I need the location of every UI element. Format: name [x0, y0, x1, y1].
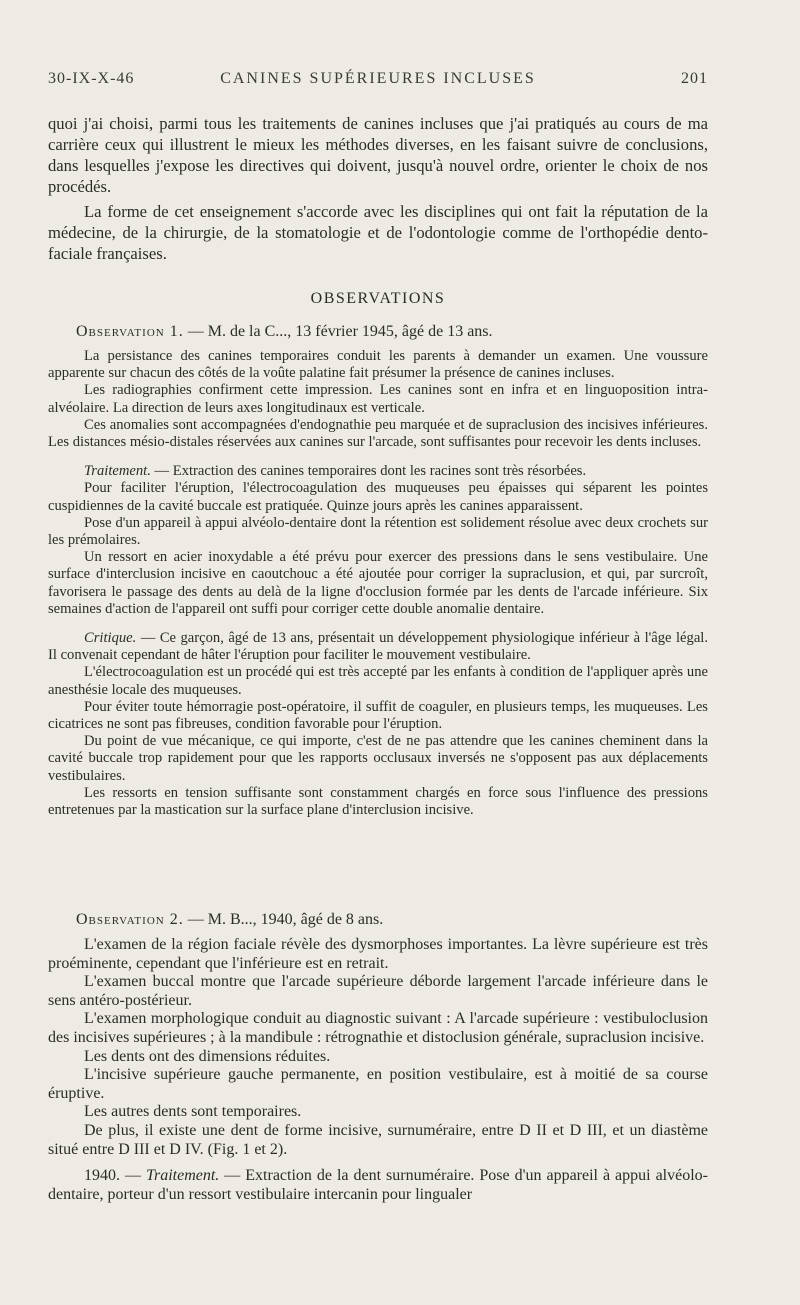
observation-2-subject: — M. B..., 1940, âgé de 8 ans. [183, 911, 384, 928]
critique-label: Critique. [84, 630, 137, 647]
paragraph: Ces anomalies sont accompagnées d'endognathie peu marquée et de supraclusion des incisives inférieures. Les distances mésio-distales réservées aux canines sur l'arcade, sont suffisantes pour recevoir les dents incluses. [48, 416, 708, 451]
intro-paragraph: quoi j'ai choisi, parmi tous les traitements de canines incluses que j'ai pratiqués au cours de ma carrière ceux qui illustrent le mieux les méthodes diverses, en les faisant suivre de conclusions, dans lesquelles j'expose les directives qui doivent, jusqu'à nouvel ordre, orienter le choix de nos procédés. [48, 114, 708, 196]
critique-paragraph: Critique. — Ce garçon, âgé de 13 ans, présentait un développement physiologique inférieur à l'âge légal. Il convenait cependant de hâter l'éruption pour faciliter le mouvement vestibulaire. [48, 630, 708, 664]
observation-1-label: Observation 1. [76, 323, 184, 340]
observation-2-label: Observation 2. [76, 911, 184, 928]
observation-1 [48, 322, 708, 819]
observation-2-title [48, 910, 708, 930]
traitement-label: Traitement. [145, 1167, 220, 1185]
paragraph: L'examen de la région faciale révèle des dysmorphoses importantes. La lèvre supérieure est très proéminente, cependant que l'inférieure est en retrait. [48, 936, 708, 972]
paragraph: La persistance des canines temporaires conduit les parents à demander un examen. Une voussure apparente sur chacun des côtés de la voûte palatine fait présumer la présence de canines incluses. [48, 348, 708, 382]
paragraph: Les autres dents sont temporaires. [84, 1103, 302, 1121]
traitement-paragraph: 1940. — Traitement. — Extraction de la dent surnuméraire. Pose d'un appareil à appui alvéolo-dentaire, porteur d'un ressort vestibulaire intercanin pour lingualer [48, 1167, 709, 1203]
paragraph: Un ressort en acier inoxydable a été prévu pour exercer des pressions dans le sens vestibulaire. Une surface d'interclusion incisive en caoutchouc a été ajoutée pour corriger la supraclusion, et qui, par surcroît, favorisera le passage des dents au delà de la ligne d'occlusion formée par les dents de l'arcade inférieure. Six semaines d'action de l'appareil ont suffi pour corriger cette double anomalie dentaire. [48, 549, 708, 617]
paragraph: L'examen morphologique conduit au diagnostic suivant : A l'arcade supérieure : vestibuloclusion des incisives supérieures ; à la mandibule : rétrognathie et distoclusion générale, supraclusion incisive. [48, 1010, 708, 1046]
header-date-code: 30-IX-X-46 [48, 70, 135, 87]
traitement-year: 1940. — [84, 1167, 146, 1185]
paragraph: Pour éviter toute hémorragie post-opératoire, il suffit de coaguler, en plusieurs temps, les muqueuses. Les cicatrices ne sont pas fibreuses, condition favorable pour l'éruption. [48, 698, 708, 733]
intro-block [48, 113, 708, 264]
intro-paragraph: La forme de cet enseignement s'accorde avec les disciplines qui ont fait la réputation de la médecine, de la chirurgie, de la stomatologie et de l'odontologie comme de l'orthopédie dento-faciale françaises. [48, 202, 708, 263]
paragraph: Les radiographies confirment cette impression. Les canines sont en infra et en linguoposition intra-alvéolaire. La direction de leurs axes longitudinaux est verticale. [48, 382, 708, 416]
header-title: CANINES SUPÉRIEURES INCLUSES [220, 70, 536, 87]
observation-2 [48, 910, 708, 1204]
paragraph: L'incisive supérieure gauche permanente, en position vestibulaire, est à moitié de sa course éruptive. [48, 1066, 708, 1102]
paragraph: Pour faciliter l'éruption, l'électrocoagulation des muqueuses peu épaisses qui séparent les pointes cuspidiennes de la cavité buccale est pratiquée. Quinze jours après les canines apparaissent. [48, 480, 708, 514]
paragraph: De plus, il existe une dent de forme incisive, surnuméraire, entre D II et D III, et un diastème situé entre D III et D IV. (Fig. 1 et 2). [48, 1121, 708, 1158]
page-number: 201 [681, 70, 708, 87]
paragraph: Pose d'un appareil à appui alvéolo-dentaire dont la rétention est solidement résolue avec deux crochets sur les prémolaires. [48, 514, 708, 549]
observation-1-subject: — M. de la C..., 13 février 1945, âgé de 13 ans. [183, 323, 493, 340]
paragraph: L'examen buccal montre que l'arcade supérieure déborde largement l'arcade inférieure dans le sens antéro-postérieur. [48, 973, 708, 1009]
paragraph: Du point de vue mécanique, ce qui importe, c'est de ne pas attendre que les canines cheminent dans la cavité buccale trop rapidement pour que les rapports occlusaux inversés ne s'opposent pas aux déplacements vestibulaires. [48, 733, 708, 784]
traitement-label: Traitement. [84, 463, 151, 480]
paragraph: Les ressorts en tension suffisante sont constamment chargés en force sous l'influence des pressions entretenues par la mastication sur la surface plane d'interclusion incisive. [48, 784, 708, 819]
traitement-paragraph: Traitement. — Extraction des canines temporaires dont les racines sont très résorbées. [84, 463, 587, 480]
paragraph: L'électrocoagulation est un procédé qui est très accepté par les enfants à condition de l'appliquer après une anesthésie locale des muqueuses. [48, 664, 708, 698]
running-header [48, 70, 708, 96]
paragraph: Les dents ont des dimensions réduites. [84, 1047, 331, 1065]
section-heading: OBSERVATIONS [310, 290, 446, 307]
observation-1-title [48, 322, 708, 342]
